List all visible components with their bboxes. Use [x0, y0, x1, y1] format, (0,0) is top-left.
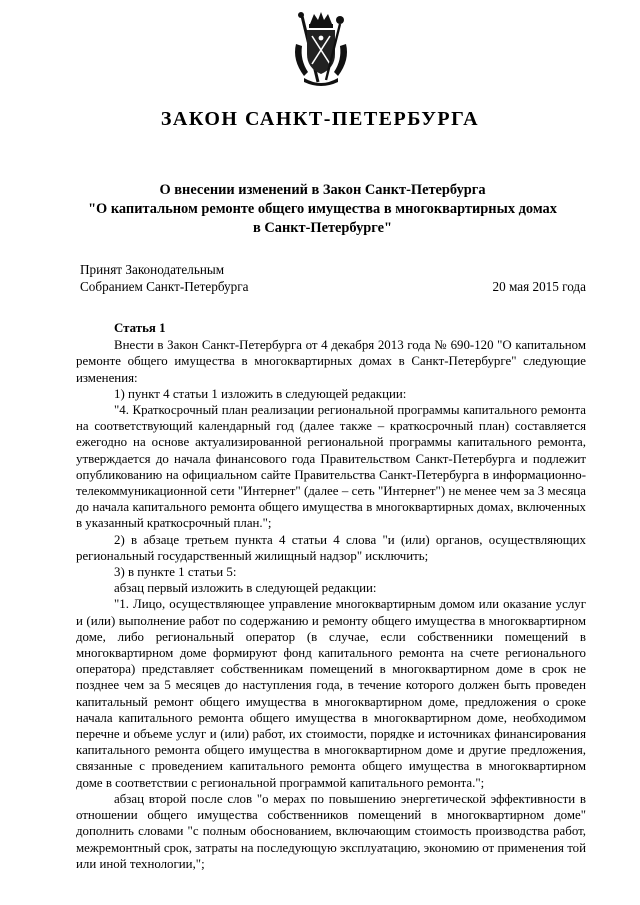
article-title: Статья 1 — [114, 321, 166, 335]
paragraph: абзац второй после слов "о мерах по повышению энергетической эффективности в отношении общего имущества собственников помещений в многоквартирном доме" дополнить словами "с полным обоснованием, включающим стоимость производства работ, межремонтный срок, затраты на последующую эксплуатацию, экономию от применения той или иной технологии,"; — [76, 791, 586, 871]
paragraph: "4. Краткосрочный план реализации региональной программы капитального ремонта на соответствующий календарный год (далее также – краткосрочный план) составляется ежегодно на основе актуализированной региональной программы капитального ремонта, утверждается до начала финансового года Правительством Санкт-Петербурга и подлежит опубликованию на официальном сайте Правительства Санкт-Петербурга в информационно-телекоммуникационной сети "Интернет" (далее – сеть "Интернет") не менее чем за 3 месяца до начала капитального ремонта общего имущества в многоквартирных домах, включенных в указанный краткосрочный план."; — [76, 403, 586, 531]
document-heading — [60, 181, 585, 238]
heading-line-1: О внесении изменений в Закон Санкт-Петербурга — [159, 182, 486, 198]
paragraph: 1) пункт 4 статьи 1 изложить в следующей редакции: — [114, 386, 407, 401]
paragraph: Внести в Закон Санкт-Петербурга от 4 декабря 2013 года № 690-120 "О капитальном ремонте общего имущества в многоквартирных домах в Санкт-Петербурге" следующие изменения: — [76, 338, 586, 385]
paragraph: 3) в пункте 1 статьи 5: — [114, 565, 237, 580]
coat-of-arms-icon — [290, 10, 352, 90]
law-title: ЗАКОН САНКТ-ПЕТЕРБУРГА — [160, 108, 480, 130]
adoption-line-2: Собранием Санкт-Петербурга — [80, 279, 249, 294]
adoption-date: 20 мая 2015 года — [492, 279, 586, 294]
paragraph: "1. Лицо, осуществляющее управление многоквартирным домом или оказание услуг и (или) выполнение работ по содержанию и ремонту общего имущества в многоквартирном доме, либо региональный оператор (в случае, если собственники помещений в многоквартирном доме формируют фонд капитального ремонта на счете регионального оператора) представляет собственникам помещений в многоквартирном доме в срок не позднее чем за 5 месяцев до наступления года, в течение которого должен быть проведен капитальный ремонт общего имущества в многоквартирном доме, предложения о сроке начала капитального ремонта общего имущества в многоквартирном доме, необходимом перечне и объеме услуг и (или) работ, их стоимости, порядке и источниках финансирования капитального ремонта общего имущества в многоквартирном доме и другие предложения, связанные с проведением капитального ремонта общего имущества в многоквартирном доме в соответствии с региональной программой капитального ремонта."; — [76, 597, 586, 790]
heading-line-3: в Санкт-Петербурге" — [252, 220, 392, 236]
adoption-line-1: Принят Законодательным — [80, 262, 225, 277]
adoption-block — [80, 261, 249, 295]
paragraph: абзац первый изложить в следующей редакции: — [114, 581, 377, 596]
law-body — [76, 320, 586, 872]
heading-line-2: "О капитальном ремонте общего имущества в многоквартирных домах — [88, 201, 557, 217]
paragraph: 2) в абзаце третьем пункта 4 статьи 4 слова "и (или) органов, осуществляющих региональный государственный жилищный надзор" исключить; — [76, 532, 586, 563]
